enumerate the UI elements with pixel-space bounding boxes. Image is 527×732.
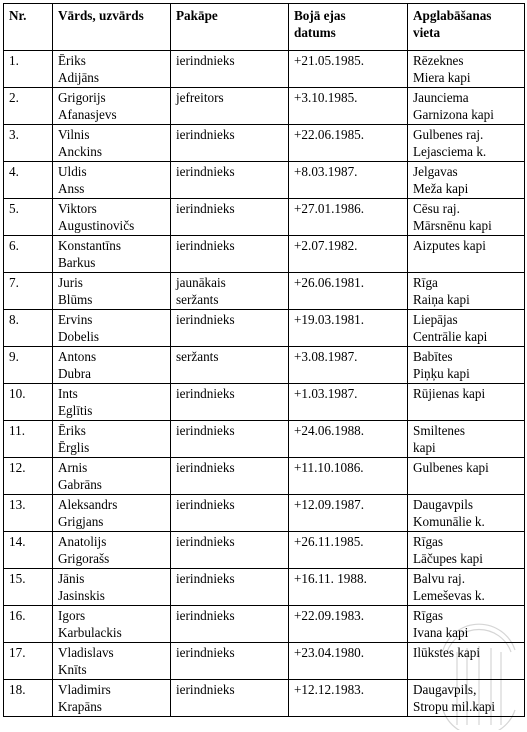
cell-date: +3.08.1987. [289,347,408,384]
cell-date: +22.06.1985. [289,125,408,162]
cell-burial-place [408,347,525,384]
cell-name [53,606,171,643]
cell-name-line: Vilnis [58,127,90,142]
cell-name-line: Ēriks [58,423,86,438]
cell-rank [171,310,289,347]
cell-name [53,125,171,162]
cell-name-line: Grigorašs [58,551,110,566]
header-nr [4,4,53,51]
cell-rank-line: jaunākais [176,275,226,290]
cell-burial-place-line: Piņķu kapi [413,366,470,381]
table-row [4,236,525,273]
cell-burial-place-line: Ilūkstes kapi [413,645,481,660]
cell-date: +21.05.1985. [289,51,408,88]
header-date-line: datums [294,25,336,40]
casualty-table-container [3,3,524,717]
cell-burial-place [408,199,525,236]
table-row [4,458,525,495]
cell-name-line: Arnis [58,460,88,475]
cell-rank-line: seržants [176,292,219,307]
header-date [289,4,408,51]
header-burial-place-line: Apglabāšanas [413,8,492,23]
cell-nr: 12. [4,458,53,495]
cell-name-line: Ints [58,386,78,401]
table-row [4,125,525,162]
cell-name [53,680,171,717]
cell-burial-place [408,495,525,532]
header-date-line: Bojā ejas [294,8,346,23]
cell-name [53,199,171,236]
cell-date: +27.01.1986. [289,199,408,236]
cell-name [53,236,171,273]
cell-name [53,569,171,606]
cell-name [53,495,171,532]
cell-burial-place-line: Stropu mil.kapi [413,699,496,714]
cell-burial-place-line: Daugavpils [413,497,474,512]
cell-burial-place-line: kapi [413,440,436,455]
cell-burial-place-line: Cēsu raj. [413,201,460,216]
cell-rank [171,236,289,273]
cell-rank-line: ierindnieks [176,682,235,697]
cell-name-line: Vladislavs [58,645,114,660]
table-row [4,495,525,532]
cell-burial-place-line: Jaunciema [413,90,469,105]
cell-burial-place [408,532,525,569]
cell-name [53,51,171,88]
cell-rank-line: ierindnieks [176,497,235,512]
cell-rank [171,532,289,569]
cell-burial-place-line: Lejasciema k. [413,144,487,159]
cell-name-line: Eglītis [58,403,93,418]
cell-nr: 7. [4,273,53,310]
cell-name-line: Adijāns [58,70,100,85]
cell-name-line: Knīts [58,662,87,677]
cell-burial-place [408,162,525,199]
cell-burial-place [408,310,525,347]
cell-rank [171,495,289,532]
cell-name-line: Krapāns [58,699,102,714]
cell-burial-place-line: Mārsnēnu kapi [413,218,492,233]
cell-rank [171,606,289,643]
cell-name-line: Jasinskis [58,588,105,603]
table-row [4,421,525,458]
cell-rank [171,199,289,236]
table-row [4,569,525,606]
cell-nr: 11. [4,421,53,458]
cell-rank-line: ierindnieks [176,127,235,142]
cell-date: +2.07.1982. [289,236,408,273]
cell-name-line: Ērglis [58,440,90,455]
cell-name [53,88,171,125]
cell-rank [171,421,289,458]
cell-name [53,273,171,310]
cell-name-line: Vladimirs [58,682,111,697]
table-body [4,51,525,717]
cell-burial-place [408,680,525,717]
cell-burial-place-line: Rīgas [413,534,444,549]
cell-rank [171,384,289,421]
table-row [4,88,525,125]
cell-date: +22.09.1983. [289,606,408,643]
header-name [53,4,171,51]
cell-name [53,310,171,347]
cell-name-line: Igors [58,608,86,623]
cell-burial-place-line: Rūjienas kapi [413,386,486,401]
cell-rank-line: ierindnieks [176,534,235,549]
cell-date: +24.06.1988. [289,421,408,458]
cell-name-line: Afanasjevs [58,107,117,122]
cell-name-line: Dobelis [58,329,100,344]
cell-nr: 3. [4,125,53,162]
cell-name-line: Grigjans [58,514,104,529]
cell-nr: 9. [4,347,53,384]
cell-rank-line: ierindnieks [176,312,235,327]
cell-rank-line: ierindnieks [176,645,235,660]
cell-rank-line: ierindnieks [176,571,235,586]
cell-name-line: Ervins [58,312,93,327]
cell-name-line: Aleksandrs [58,497,118,512]
cell-nr: 6. [4,236,53,273]
cell-burial-place [408,384,525,421]
cell-name-line: Dubra [58,366,91,381]
cell-nr: 17. [4,643,53,680]
cell-burial-place-line: Rīgas [413,608,444,623]
cell-rank [171,643,289,680]
table-row [4,680,525,717]
cell-burial-place-line: Rēzeknes [413,53,464,68]
cell-nr: 15. [4,569,53,606]
cell-rank-line: seržants [176,349,219,364]
cell-burial-place-line: Ivana kapi [413,625,469,640]
cell-burial-place [408,273,525,310]
cell-name [53,421,171,458]
table-row [4,347,525,384]
cell-burial-place-line: Rīga [413,275,438,290]
cell-nr: 2. [4,88,53,125]
cell-date: +26.06.1981. [289,273,408,310]
cell-name-line: Konstantīns [58,238,122,253]
cell-date: +12.12.1983. [289,680,408,717]
cell-name-line: Blūms [58,292,93,307]
cell-name [53,384,171,421]
cell-name [53,458,171,495]
cell-burial-place-line: Centrālie kapi [413,329,488,344]
cell-name [53,643,171,680]
cell-burial-place-line: Gulbenes kapi [413,460,489,475]
cell-nr: 18. [4,680,53,717]
cell-nr: 13. [4,495,53,532]
cell-burial-place [408,569,525,606]
cell-burial-place [408,643,525,680]
cell-name-line: Jānis [58,571,85,586]
header-nr-line: Nr. [9,8,27,23]
cell-date: +16.11. 1988. [289,569,408,606]
cell-date: +8.03.1987. [289,162,408,199]
header-rank [171,4,289,51]
cell-date: +11.10.1086. [289,458,408,495]
cell-burial-place-line: Jelgavas [413,164,458,179]
cell-nr: 14. [4,532,53,569]
cell-name-line: Karbulackis [58,625,122,640]
header-name-line: Vārds, uzvārds [58,8,144,23]
cell-nr: 5. [4,199,53,236]
cell-name-line: Anss [58,181,85,196]
cell-name-line: Ēriks [58,53,86,68]
cell-name-line: Uldis [58,164,87,179]
cell-burial-place [408,125,525,162]
cell-burial-place [408,421,525,458]
cell-nr: 16. [4,606,53,643]
cell-rank [171,569,289,606]
cell-burial-place-line: Liepājas [413,312,458,327]
cell-burial-place-line: Garnizona kapi [413,107,494,122]
cell-burial-place-line: Babītes [413,349,453,364]
cell-burial-place-line: Balvu raj. [413,571,466,586]
cell-burial-place-line: Meža kapi [413,181,469,196]
cell-burial-place [408,88,525,125]
cell-date: +12.09.1987. [289,495,408,532]
table-row [4,384,525,421]
cell-rank [171,680,289,717]
cell-burial-place-line: Raiņa kapi [413,292,470,307]
table-row [4,273,525,310]
cell-name [53,347,171,384]
header-burial-place [408,4,525,51]
cell-name-line: Gabrāns [58,477,102,492]
cell-burial-place [408,236,525,273]
cell-name-line: Augustinovičs [58,218,135,233]
cell-burial-place [408,458,525,495]
table-row [4,643,525,680]
cell-rank-line: ierindnieks [176,608,235,623]
cell-rank-line: ierindnieks [176,460,235,475]
cell-rank [171,51,289,88]
table-row [4,199,525,236]
header-burial-place-line: vieta [413,25,441,40]
cell-burial-place-line: Komunālie k. [413,514,485,529]
cell-rank-line: ierindnieks [176,423,235,438]
cell-name-line: Antons [58,349,97,364]
cell-rank [171,88,289,125]
cell-nr: 4. [4,162,53,199]
cell-name [53,162,171,199]
table-row [4,532,525,569]
cell-burial-place-line: Lāčupes kapi [413,551,483,566]
header-rank-line: Pakāpe [176,8,218,23]
cell-name-line: Viktors [58,201,97,216]
cell-date: +23.04.1980. [289,643,408,680]
cell-burial-place [408,606,525,643]
cell-rank [171,125,289,162]
cell-nr: 8. [4,310,53,347]
cell-burial-place-line: Lemeševas k. [413,588,485,603]
table-header-row [4,4,525,51]
table-row [4,310,525,347]
cell-name-line: Anatolijs [58,534,107,549]
cell-name-line: Grigorijs [58,90,106,105]
cell-date: +1.03.1987. [289,384,408,421]
cell-burial-place-line: Smiltenes [413,423,466,438]
cell-burial-place [408,51,525,88]
cell-rank-line: ierindnieks [176,53,235,68]
cell-rank-line: ierindnieks [176,201,235,216]
casualty-table [3,3,525,717]
cell-burial-place-line: Daugavpils, [413,682,477,697]
cell-rank-line: ierindnieks [176,164,235,179]
cell-name [53,532,171,569]
cell-rank [171,458,289,495]
cell-name-line: Barkus [58,255,96,270]
cell-date: +26.11.1985. [289,532,408,569]
cell-burial-place-line: Miera kapi [413,70,471,85]
cell-rank [171,347,289,384]
cell-nr: 1. [4,51,53,88]
cell-name-line: Anckins [58,144,102,159]
cell-date: +3.10.1985. [289,88,408,125]
cell-name-line: Juris [58,275,83,290]
cell-rank [171,162,289,199]
cell-rank-line: jefreitors [176,90,224,105]
cell-rank-line: ierindnieks [176,238,235,253]
cell-burial-place-line: Aizputes kapi [413,238,486,253]
table-row [4,606,525,643]
cell-burial-place-line: Gulbenes raj. [413,127,484,142]
cell-date: +19.03.1981. [289,310,408,347]
cell-rank-line: ierindnieks [176,386,235,401]
cell-nr: 10. [4,384,53,421]
table-row [4,51,525,88]
cell-rank [171,273,289,310]
table-row [4,162,525,199]
